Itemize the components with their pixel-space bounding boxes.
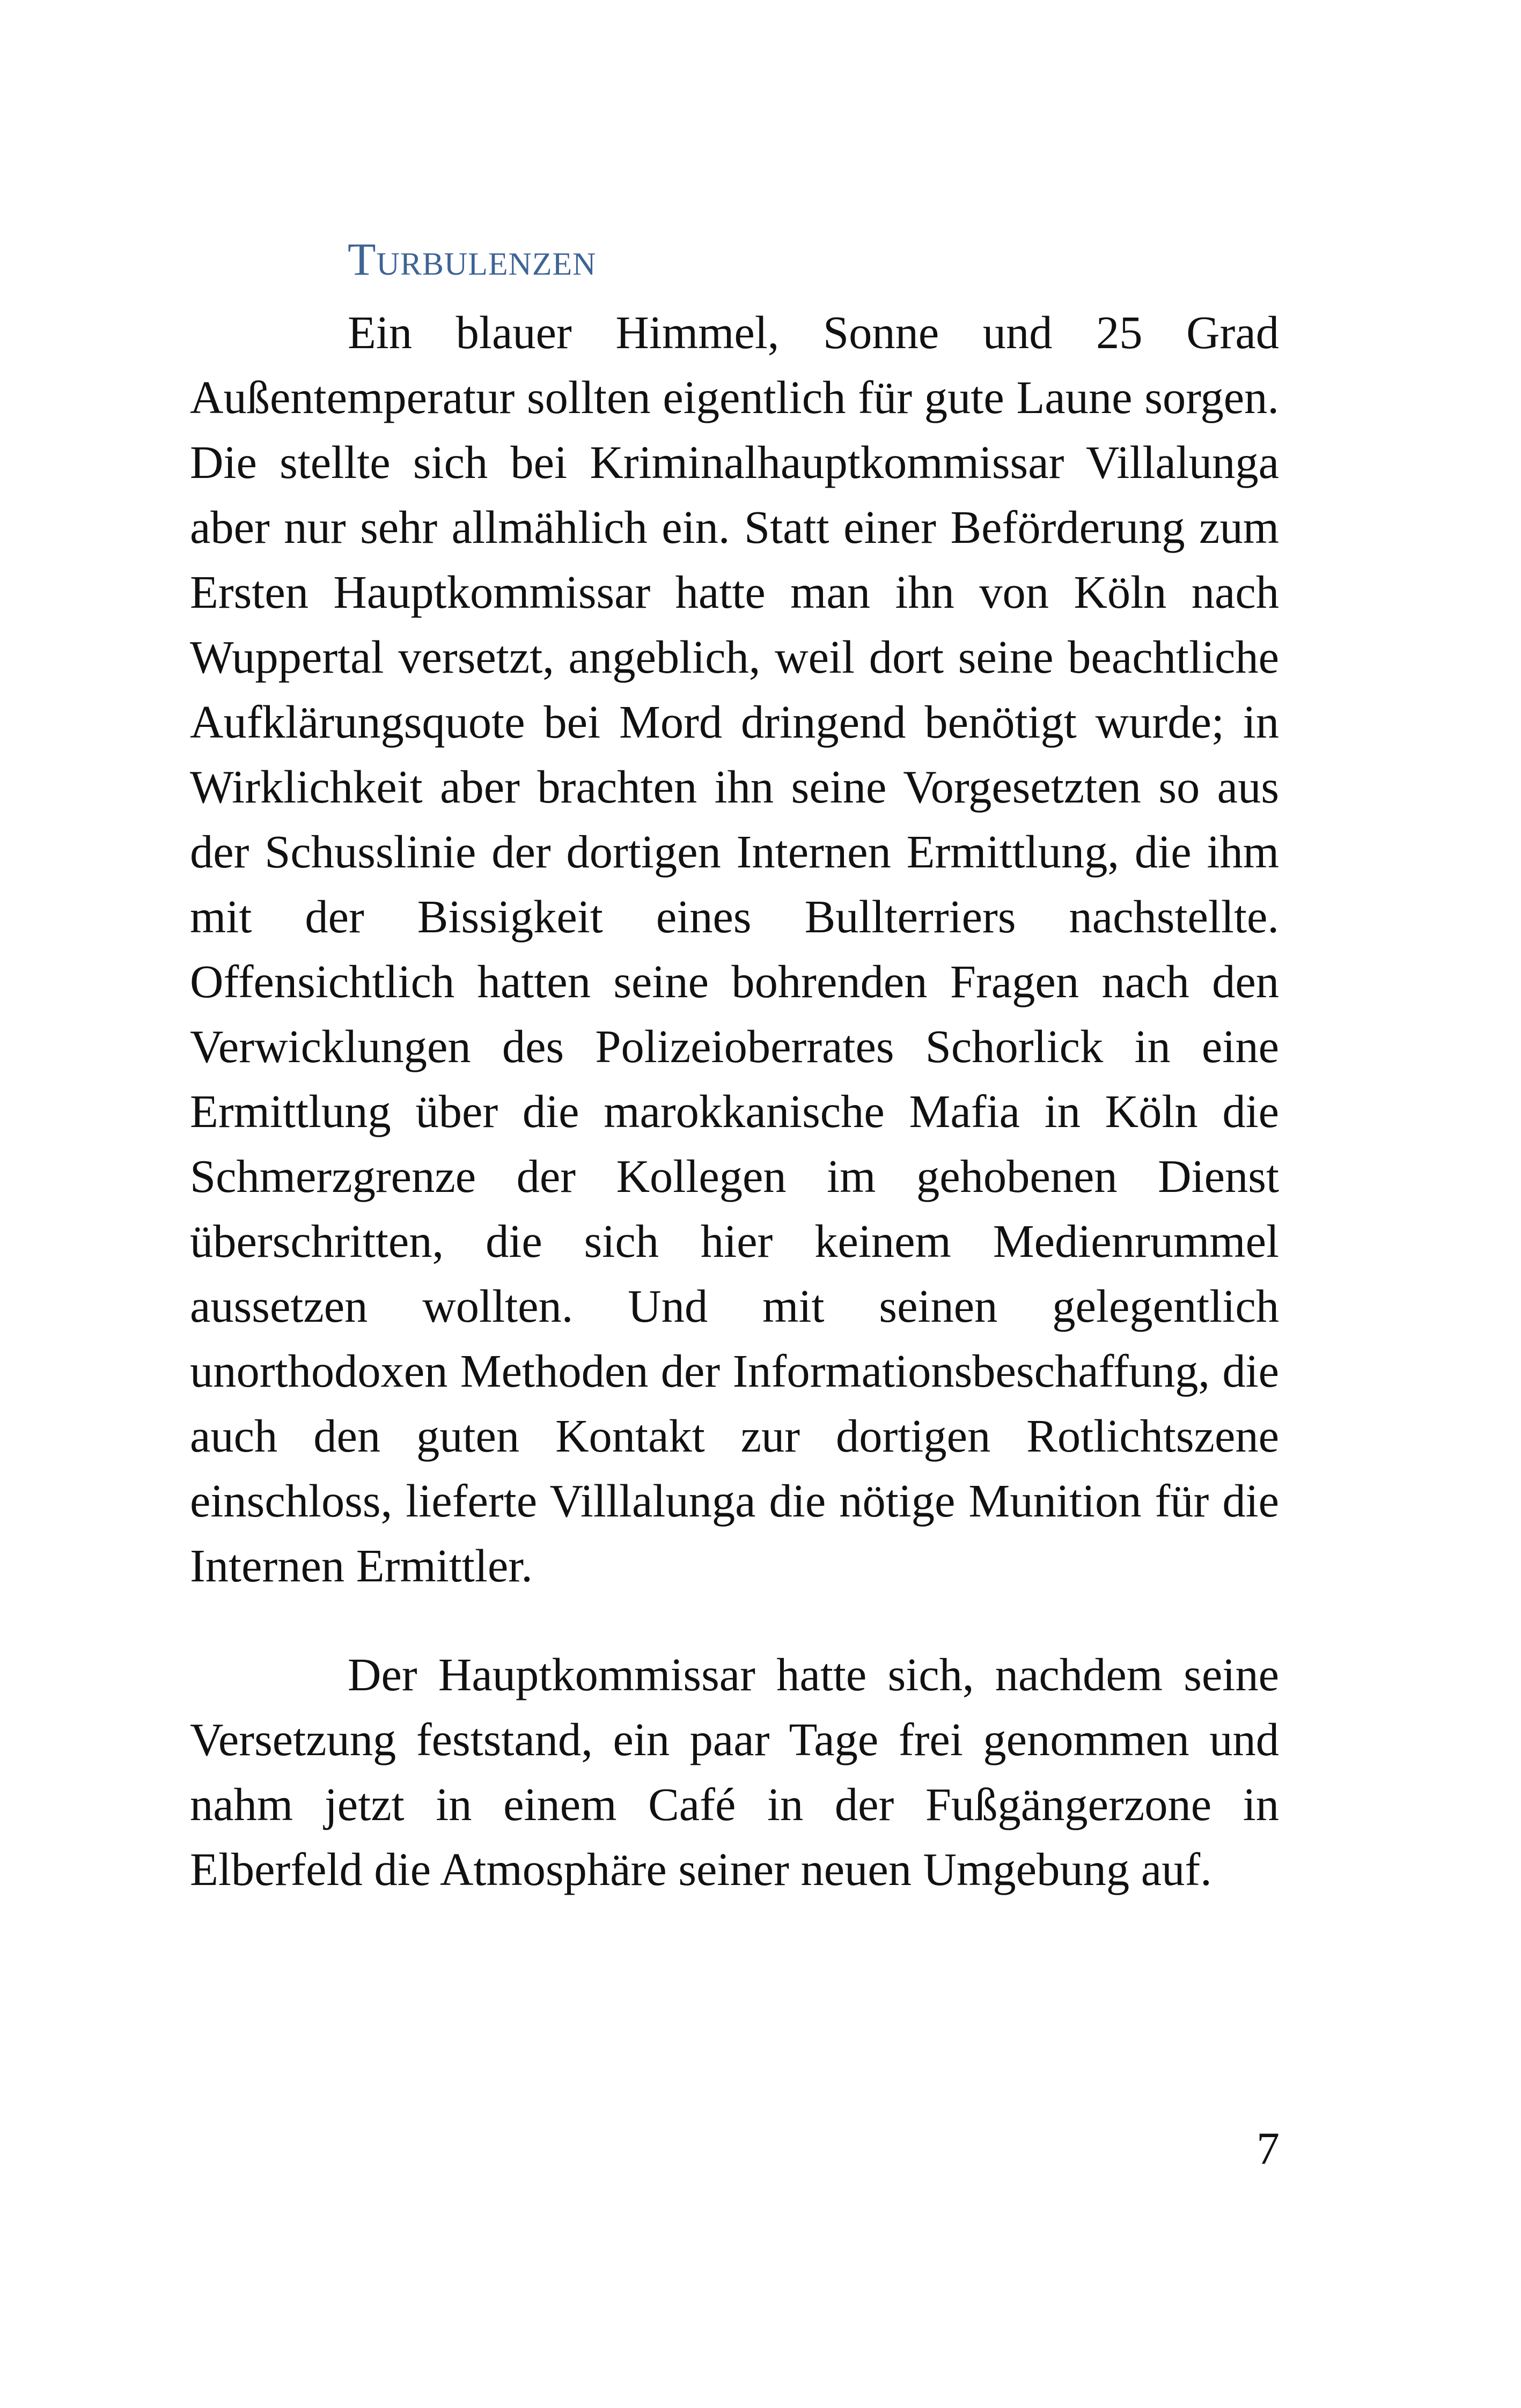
paragraph: Der Hauptkommissar hatte sich, nachdem seine Versetzung feststand, ein paar Tage frei genommen und nahm jetzt in einem Café in der Fußgängerzone in Elberfeld die Atmosphäre seiner neuen Umgebung auf. [190,1649,1279,1895]
paragraph: Ein blauer Himmel, Sonne und 25 Grad Außentemperatur sollten eigentlich für gute Laune sorgen. Die stellte sich bei Kriminalhauptkommissar Villalunga aber nur sehr allmählich ein. Statt einer Beförderung zum Ersten Hauptkommissar hatte man ihn von Köln nach Wuppertal versetzt, angeblich, weil dort seine beachtliche Aufklärungsquote bei Mord dringend benötigt wurde; in Wirklichkeit aber brachten ihn seine Vorgesetzten so aus der Schusslinie der dortigen Internen Ermittlung, die ihm mit der Bissigkeit eines Bullterriers nachstellte. Offensichtlich hatten seine bohrenden Fragen nach den Verwicklungen des Polizeioberrates Schorlick in eine Ermittlung über die marokkanische Mafia in Köln die Schmerzgrenze der Kollegen im gehobenen Dienst überschritten, die sich hier keinem Medienrummel aussetzen wollten. Und mit seinen gelegentlich unorthodoxen Methoden der Informationsbeschaffung, die auch den guten Kontakt zur dortigen Rotlichtszene einschloss, lieferte Villlalunga die nötige Munition für die Internen Ermittler. [190,307,1279,1592]
body-text [190,300,1279,1902]
chapter-title: Turbulenzen [348,233,597,285]
page-number: 7 [1257,2123,1280,2174]
